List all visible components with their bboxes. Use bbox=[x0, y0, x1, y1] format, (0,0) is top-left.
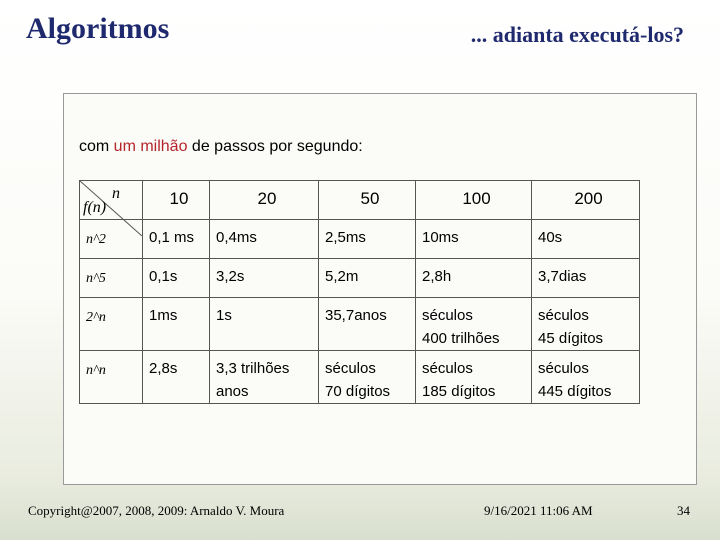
table-row bbox=[80, 351, 640, 404]
table-cell bbox=[319, 259, 416, 298]
cell-line: anos bbox=[216, 383, 249, 400]
complexity-table bbox=[79, 180, 640, 404]
cell-line: séculos bbox=[538, 360, 589, 377]
cell-line: 35,7anos bbox=[325, 307, 387, 324]
cell-line: 10ms bbox=[422, 229, 459, 246]
footer-date: 9/16/2021 11:06 AM bbox=[484, 503, 593, 518]
cell-line: 1s bbox=[216, 307, 232, 324]
table-cell bbox=[210, 220, 319, 259]
cell-line: 1ms bbox=[149, 307, 178, 324]
corner-cell bbox=[80, 181, 143, 220]
table-cell bbox=[532, 298, 640, 351]
table-row bbox=[80, 259, 640, 298]
table-cell bbox=[143, 298, 210, 351]
intro-highlight: um milhão bbox=[113, 138, 188, 155]
table-cell bbox=[532, 259, 640, 298]
cell-line: 3,7dias bbox=[538, 268, 587, 285]
slide-title: Algoritmos bbox=[26, 12, 170, 45]
row-label: n^2 bbox=[80, 220, 143, 259]
cell-line: 0,1s bbox=[149, 268, 178, 285]
intro-text bbox=[79, 138, 363, 156]
table-cell bbox=[143, 351, 210, 404]
cell-line: séculos bbox=[422, 307, 473, 324]
table-cell bbox=[416, 298, 532, 351]
cell-line: 400 trilhões bbox=[422, 330, 500, 347]
row-label: n^n bbox=[80, 351, 143, 404]
intro-after: de passos por segundo: bbox=[187, 138, 363, 155]
table-row bbox=[80, 298, 640, 351]
corner-fn-label: f(n) bbox=[83, 199, 107, 216]
table-cell bbox=[319, 351, 416, 404]
col-header-20: 20 bbox=[210, 181, 319, 220]
slide-subtitle: ... adianta executá-los? bbox=[470, 22, 684, 47]
table-cell bbox=[210, 351, 319, 404]
cell-line: séculos bbox=[325, 360, 376, 377]
col-header-50: 50 bbox=[319, 181, 416, 220]
col-header-200: 200 bbox=[532, 181, 640, 220]
table-cell bbox=[416, 220, 532, 259]
table-cell bbox=[532, 220, 640, 259]
col-header-10: 10 bbox=[143, 181, 210, 220]
cell-line: 445 dígitos bbox=[538, 383, 612, 400]
cell-line: 2,8h bbox=[422, 268, 452, 285]
cell-line: 0,1 ms bbox=[149, 229, 195, 246]
cell-line: 5,2m bbox=[325, 268, 359, 285]
cell-line: 45 dígitos bbox=[538, 330, 604, 347]
page-number: 34 bbox=[677, 503, 690, 518]
row-label: 2^n bbox=[80, 298, 143, 351]
table-cell bbox=[319, 298, 416, 351]
table-cell bbox=[319, 220, 416, 259]
row-label: n^5 bbox=[80, 259, 143, 298]
intro-before: com bbox=[79, 138, 114, 155]
cell-line: 2,5ms bbox=[325, 229, 366, 246]
table-cell bbox=[210, 298, 319, 351]
cell-line: séculos bbox=[538, 307, 589, 324]
table-cell bbox=[416, 351, 532, 404]
cell-line: séculos bbox=[422, 360, 473, 377]
cell-line: 40s bbox=[538, 229, 563, 246]
cell-line: 185 dígitos bbox=[422, 383, 496, 400]
cell-line: 3,2s bbox=[216, 268, 245, 285]
cell-line: 0,4ms bbox=[216, 229, 257, 246]
table-cell bbox=[210, 259, 319, 298]
table-cell bbox=[143, 259, 210, 298]
table-row bbox=[80, 220, 640, 259]
table-header-row bbox=[80, 181, 640, 220]
corner-n-label: n bbox=[112, 185, 120, 202]
table-cell bbox=[143, 220, 210, 259]
table-cell bbox=[532, 351, 640, 404]
copyright-text: Copyright@2007, 2008, 2009: Arnaldo V. Moura bbox=[28, 503, 285, 518]
table-cell bbox=[416, 259, 532, 298]
cell-line: 3,3 trilhões bbox=[216, 360, 290, 377]
col-header-100: 100 bbox=[416, 181, 532, 220]
cell-line: 2,8s bbox=[149, 360, 178, 377]
cell-line: 70 dígitos bbox=[325, 383, 391, 400]
